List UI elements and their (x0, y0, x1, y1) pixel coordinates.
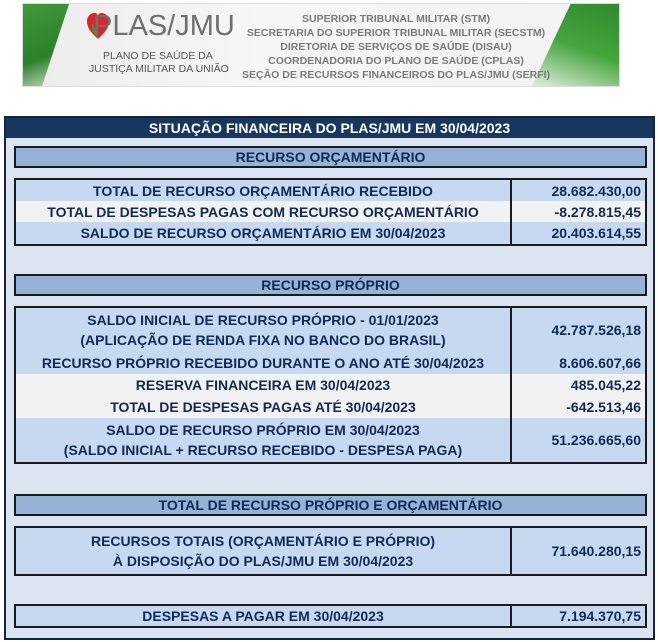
section-heading-proprio: RECURSO PRÓPRIO (14, 274, 647, 296)
row-label: TOTAL DE DESPESAS PAGAS ATÉ 30/04/2023 (16, 396, 512, 418)
row-label: RECURSO PRÓPRIO RECEBIDO DURANTE O ANO ATÉ 30/04/2023 (16, 352, 512, 374)
section-heading-orcamentario: RECURSO ORÇAMENTÁRIO (14, 146, 647, 168)
logo-subtitle-line2: JUSTIÇA MILITAR DA UNIÃO (89, 63, 229, 75)
section-heading-total: TOTAL DE RECURSO PRÓPRIO E ORÇAMENTÁRIO (14, 494, 647, 516)
org-line: SECRETARIA DO SUPERIOR TRIBUNAL MILITAR (SECSTM) (246, 27, 546, 39)
row-label: RECURSOS TOTAIS (ORÇAMENTÁRIO E PRÓPRIO) À DISPOSIÇÃO DO PLAS/JMU EM 30/04/2023 (16, 528, 512, 574)
row-label: TOTAL DE DESPESAS PAGAS COM RECURSO ORÇAMENTÁRIO (16, 201, 512, 222)
report-title: SITUAÇÃO FINANCEIRA DO PLAS/JMU EM 30/04/2023 (6, 118, 653, 138)
table-orcamentario (14, 178, 647, 246)
table-proprio (14, 306, 647, 464)
row-value: 8.606.607,66 (559, 355, 641, 371)
row-label: DESPESAS A PAGAR EM 30/04/2023 (16, 606, 512, 626)
row-value: -8.278.815,45 (554, 203, 641, 220)
table-row (16, 201, 645, 224)
table-row (16, 374, 645, 398)
table-row (16, 308, 645, 354)
table-despesas (14, 604, 647, 628)
banner-green-stripe-left (23, 4, 69, 87)
row-label: SALDO INICIAL DE RECURSO PRÓPRIO - 01/01/2023 (APLICAÇÃO DE RENDA FIXA NO BANCO DO BRASIL) (16, 308, 512, 352)
logo-text: PLAS/JMU (93, 10, 235, 42)
org-line: SEÇÃO DE RECURSOS FINANCEIROS DO PLAS/JMU (SERFI) (241, 69, 551, 81)
row-value: 485.045,22 (570, 377, 641, 393)
logo-subtitle-line1: PLANO DE SAÚDE DA (103, 50, 213, 62)
table-row (16, 180, 645, 203)
table-row (16, 528, 645, 574)
table-row (16, 396, 645, 420)
row-value: 20.403.614,55 (551, 225, 641, 241)
organization-lines (241, 12, 551, 82)
row-value: 71.640.280,15 (551, 543, 641, 559)
table-total (14, 526, 647, 576)
row-value: 7.194.370,75 (559, 608, 641, 624)
org-line: COORDENADORIA DO PLANO DE SAÚDE (CPLAS) (268, 55, 524, 67)
plas-jmu-logo (87, 10, 237, 80)
row-value: -642.513,46 (566, 399, 641, 415)
table-row (16, 418, 645, 462)
row-label: SALDO DE RECURSO ORÇAMENTÁRIO EM 30/04/2023 (16, 222, 512, 244)
row-label: SALDO DE RECURSO PRÓPRIO EM 30/04/2023 (SALDO INICIAL + RECURSO RECEBIDO - DESPESA PAGA) (16, 418, 512, 462)
table-row (16, 352, 645, 376)
financial-report-panel (4, 116, 655, 640)
table-row (16, 606, 645, 626)
header-banner (22, 3, 620, 87)
table-row (16, 222, 645, 244)
row-value: 51.236.665,60 (551, 432, 641, 448)
row-label: TOTAL DE RECURSO ORÇAMENTÁRIO RECEBIDO (16, 180, 512, 201)
row-label: RESERVA FINANCEIRA EM 30/04/2023 (16, 374, 512, 396)
org-line: DIRETORIA DE SERVIÇOS DE SAÚDE (DISAU) (280, 41, 512, 53)
row-value: 42.787.526,18 (551, 322, 641, 338)
org-line: SUPERIOR TRIBUNAL MILITAR (STM) (301, 13, 490, 25)
row-value: 28.682.430,00 (551, 182, 641, 199)
